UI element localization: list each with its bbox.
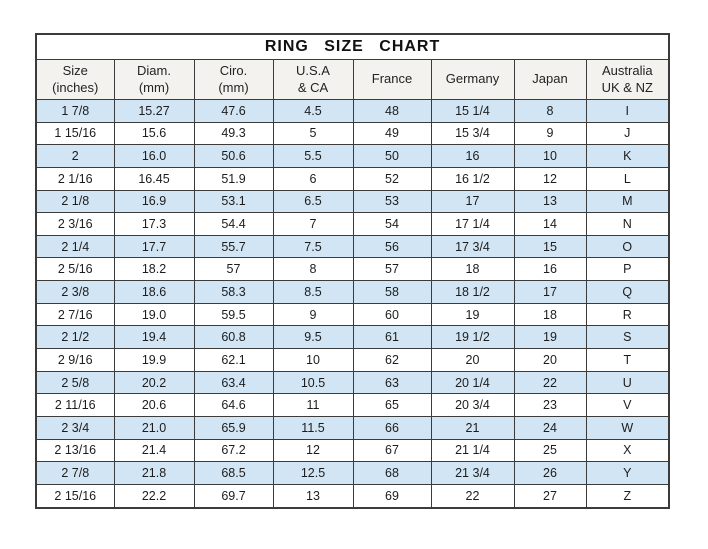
cell-france: 62 — [353, 349, 431, 372]
cell-ciro-mm: 69.7 — [194, 484, 273, 508]
cell-france: 68 — [353, 462, 431, 485]
cell-usa-ca: 7.5 — [273, 235, 353, 258]
ring-size-chart-table — [35, 33, 670, 509]
cell-size-inches: 2 1/16 — [36, 167, 114, 190]
table-row — [36, 303, 669, 326]
cell-japan: 23 — [514, 394, 586, 417]
cell-germany: 20 3/4 — [431, 394, 514, 417]
cell-usa-ca: 7 — [273, 213, 353, 236]
cell-size-inches: 2 5/16 — [36, 258, 114, 281]
cell-diam-mm: 20.6 — [114, 394, 194, 417]
cell-size-inches: 2 7/8 — [36, 462, 114, 485]
cell-japan: 14 — [514, 213, 586, 236]
column-header-size-inches: Size (inches) — [36, 60, 114, 100]
cell-germany: 21 — [431, 416, 514, 439]
cell-australia-uk-nz: U — [586, 371, 669, 394]
cell-france: 53 — [353, 190, 431, 213]
table-row — [36, 190, 669, 213]
cell-diam-mm: 15.27 — [114, 100, 194, 123]
table-row — [36, 145, 669, 168]
cell-france: 50 — [353, 145, 431, 168]
cell-size-inches: 1 7/8 — [36, 100, 114, 123]
cell-usa-ca: 10.5 — [273, 371, 353, 394]
cell-japan: 17 — [514, 281, 586, 304]
cell-australia-uk-nz: Z — [586, 484, 669, 508]
cell-australia-uk-nz: W — [586, 416, 669, 439]
cell-germany: 18 1/2 — [431, 281, 514, 304]
cell-australia-uk-nz: K — [586, 145, 669, 168]
cell-france: 52 — [353, 167, 431, 190]
cell-size-inches: 2 5/8 — [36, 371, 114, 394]
cell-germany: 19 1/2 — [431, 326, 514, 349]
cell-ciro-mm: 63.4 — [194, 371, 273, 394]
cell-germany: 20 — [431, 349, 514, 372]
cell-japan: 26 — [514, 462, 586, 485]
cell-diam-mm: 21.8 — [114, 462, 194, 485]
cell-usa-ca: 12 — [273, 439, 353, 462]
cell-france: 57 — [353, 258, 431, 281]
table-row — [36, 213, 669, 236]
column-header-france: France — [353, 60, 431, 100]
cell-france: 61 — [353, 326, 431, 349]
cell-size-inches: 2 13/16 — [36, 439, 114, 462]
cell-size-inches: 2 11/16 — [36, 394, 114, 417]
cell-diam-mm: 21.4 — [114, 439, 194, 462]
cell-diam-mm: 18.6 — [114, 281, 194, 304]
cell-size-inches: 2 7/16 — [36, 303, 114, 326]
table-row — [36, 235, 669, 258]
cell-ciro-mm: 60.8 — [194, 326, 273, 349]
cell-size-inches: 2 1/4 — [36, 235, 114, 258]
cell-ciro-mm: 68.5 — [194, 462, 273, 485]
cell-france: 63 — [353, 371, 431, 394]
cell-japan: 27 — [514, 484, 586, 508]
cell-germany: 22 — [431, 484, 514, 508]
cell-usa-ca: 8.5 — [273, 281, 353, 304]
cell-ciro-mm: 57 — [194, 258, 273, 281]
table-row — [36, 349, 669, 372]
cell-usa-ca: 9 — [273, 303, 353, 326]
table-row — [36, 100, 669, 123]
table-row — [36, 258, 669, 281]
cell-germany: 18 — [431, 258, 514, 281]
table-row — [36, 371, 669, 394]
cell-japan: 12 — [514, 167, 586, 190]
cell-australia-uk-nz: Y — [586, 462, 669, 485]
column-header-australia-uk-nz: Australia UK & NZ — [586, 60, 669, 100]
table-row — [36, 281, 669, 304]
header-row — [36, 60, 669, 100]
table-body — [36, 100, 669, 509]
cell-diam-mm: 20.2 — [114, 371, 194, 394]
cell-australia-uk-nz: J — [586, 122, 669, 145]
chart-title: RING SIZE CHART — [36, 34, 669, 60]
column-header-usa-ca: U.S.A & CA — [273, 60, 353, 100]
cell-diam-mm: 17.7 — [114, 235, 194, 258]
cell-usa-ca: 11 — [273, 394, 353, 417]
cell-germany: 21 3/4 — [431, 462, 514, 485]
cell-diam-mm: 21.0 — [114, 416, 194, 439]
cell-size-inches: 2 3/4 — [36, 416, 114, 439]
cell-japan: 19 — [514, 326, 586, 349]
cell-australia-uk-nz: I — [586, 100, 669, 123]
cell-france: 66 — [353, 416, 431, 439]
cell-australia-uk-nz: Q — [586, 281, 669, 304]
cell-australia-uk-nz: M — [586, 190, 669, 213]
cell-japan: 25 — [514, 439, 586, 462]
cell-germany: 16 — [431, 145, 514, 168]
cell-ciro-mm: 47.6 — [194, 100, 273, 123]
cell-japan: 24 — [514, 416, 586, 439]
cell-ciro-mm: 54.4 — [194, 213, 273, 236]
cell-size-inches: 2 3/16 — [36, 213, 114, 236]
cell-germany: 20 1/4 — [431, 371, 514, 394]
cell-australia-uk-nz: O — [586, 235, 669, 258]
cell-ciro-mm: 51.9 — [194, 167, 273, 190]
cell-france: 54 — [353, 213, 431, 236]
cell-germany: 19 — [431, 303, 514, 326]
cell-japan: 20 — [514, 349, 586, 372]
column-header-diam-mm: Diam. (mm) — [114, 60, 194, 100]
table-row — [36, 326, 669, 349]
cell-germany: 17 — [431, 190, 514, 213]
table-row — [36, 122, 669, 145]
cell-australia-uk-nz: V — [586, 394, 669, 417]
cell-japan: 13 — [514, 190, 586, 213]
cell-diam-mm: 16.45 — [114, 167, 194, 190]
cell-size-inches: 2 15/16 — [36, 484, 114, 508]
cell-australia-uk-nz: R — [586, 303, 669, 326]
cell-diam-mm: 19.4 — [114, 326, 194, 349]
cell-germany: 17 1/4 — [431, 213, 514, 236]
cell-france: 60 — [353, 303, 431, 326]
cell-ciro-mm: 59.5 — [194, 303, 273, 326]
cell-usa-ca: 9.5 — [273, 326, 353, 349]
cell-germany: 16 1/2 — [431, 167, 514, 190]
cell-australia-uk-nz: X — [586, 439, 669, 462]
cell-ciro-mm: 55.7 — [194, 235, 273, 258]
cell-france: 65 — [353, 394, 431, 417]
cell-ciro-mm: 50.6 — [194, 145, 273, 168]
cell-germany: 15 1/4 — [431, 100, 514, 123]
column-header-japan: Japan — [514, 60, 586, 100]
cell-usa-ca: 6 — [273, 167, 353, 190]
cell-ciro-mm: 67.2 — [194, 439, 273, 462]
cell-ciro-mm: 64.6 — [194, 394, 273, 417]
cell-ciro-mm: 65.9 — [194, 416, 273, 439]
cell-usa-ca: 5.5 — [273, 145, 353, 168]
table-row — [36, 167, 669, 190]
table-row — [36, 484, 669, 508]
column-header-ciro-mm: Ciro. (mm) — [194, 60, 273, 100]
cell-france: 56 — [353, 235, 431, 258]
cell-japan: 10 — [514, 145, 586, 168]
cell-ciro-mm: 53.1 — [194, 190, 273, 213]
cell-size-inches: 2 1/8 — [36, 190, 114, 213]
table-row — [36, 394, 669, 417]
cell-usa-ca: 4.5 — [273, 100, 353, 123]
cell-australia-uk-nz: S — [586, 326, 669, 349]
cell-japan: 16 — [514, 258, 586, 281]
cell-australia-uk-nz: P — [586, 258, 669, 281]
cell-australia-uk-nz: L — [586, 167, 669, 190]
cell-france: 67 — [353, 439, 431, 462]
cell-ciro-mm: 58.3 — [194, 281, 273, 304]
cell-usa-ca: 10 — [273, 349, 353, 372]
cell-australia-uk-nz: N — [586, 213, 669, 236]
cell-size-inches: 2 1/2 — [36, 326, 114, 349]
table-row — [36, 439, 669, 462]
cell-size-inches: 2 9/16 — [36, 349, 114, 372]
cell-japan: 15 — [514, 235, 586, 258]
cell-japan: 8 — [514, 100, 586, 123]
cell-france: 48 — [353, 100, 431, 123]
chart-title-row — [36, 34, 669, 60]
cell-australia-uk-nz: T — [586, 349, 669, 372]
cell-usa-ca: 11.5 — [273, 416, 353, 439]
cell-usa-ca: 5 — [273, 122, 353, 145]
cell-ciro-mm: 62.1 — [194, 349, 273, 372]
cell-diam-mm: 15.6 — [114, 122, 194, 145]
cell-usa-ca: 6.5 — [273, 190, 353, 213]
cell-usa-ca: 13 — [273, 484, 353, 508]
cell-size-inches: 1 15/16 — [36, 122, 114, 145]
cell-germany: 15 3/4 — [431, 122, 514, 145]
cell-diam-mm: 16.9 — [114, 190, 194, 213]
cell-usa-ca: 12.5 — [273, 462, 353, 485]
cell-size-inches: 2 — [36, 145, 114, 168]
table-row — [36, 416, 669, 439]
cell-germany: 17 3/4 — [431, 235, 514, 258]
cell-japan: 18 — [514, 303, 586, 326]
cell-diam-mm: 19.9 — [114, 349, 194, 372]
table-row — [36, 462, 669, 485]
cell-diam-mm: 18.2 — [114, 258, 194, 281]
cell-usa-ca: 8 — [273, 258, 353, 281]
cell-france: 69 — [353, 484, 431, 508]
cell-france: 58 — [353, 281, 431, 304]
cell-diam-mm: 17.3 — [114, 213, 194, 236]
cell-size-inches: 2 3/8 — [36, 281, 114, 304]
cell-france: 49 — [353, 122, 431, 145]
cell-diam-mm: 22.2 — [114, 484, 194, 508]
cell-ciro-mm: 49.3 — [194, 122, 273, 145]
cell-germany: 21 1/4 — [431, 439, 514, 462]
cell-diam-mm: 19.0 — [114, 303, 194, 326]
cell-japan: 22 — [514, 371, 586, 394]
cell-diam-mm: 16.0 — [114, 145, 194, 168]
cell-japan: 9 — [514, 122, 586, 145]
column-header-germany: Germany — [431, 60, 514, 100]
